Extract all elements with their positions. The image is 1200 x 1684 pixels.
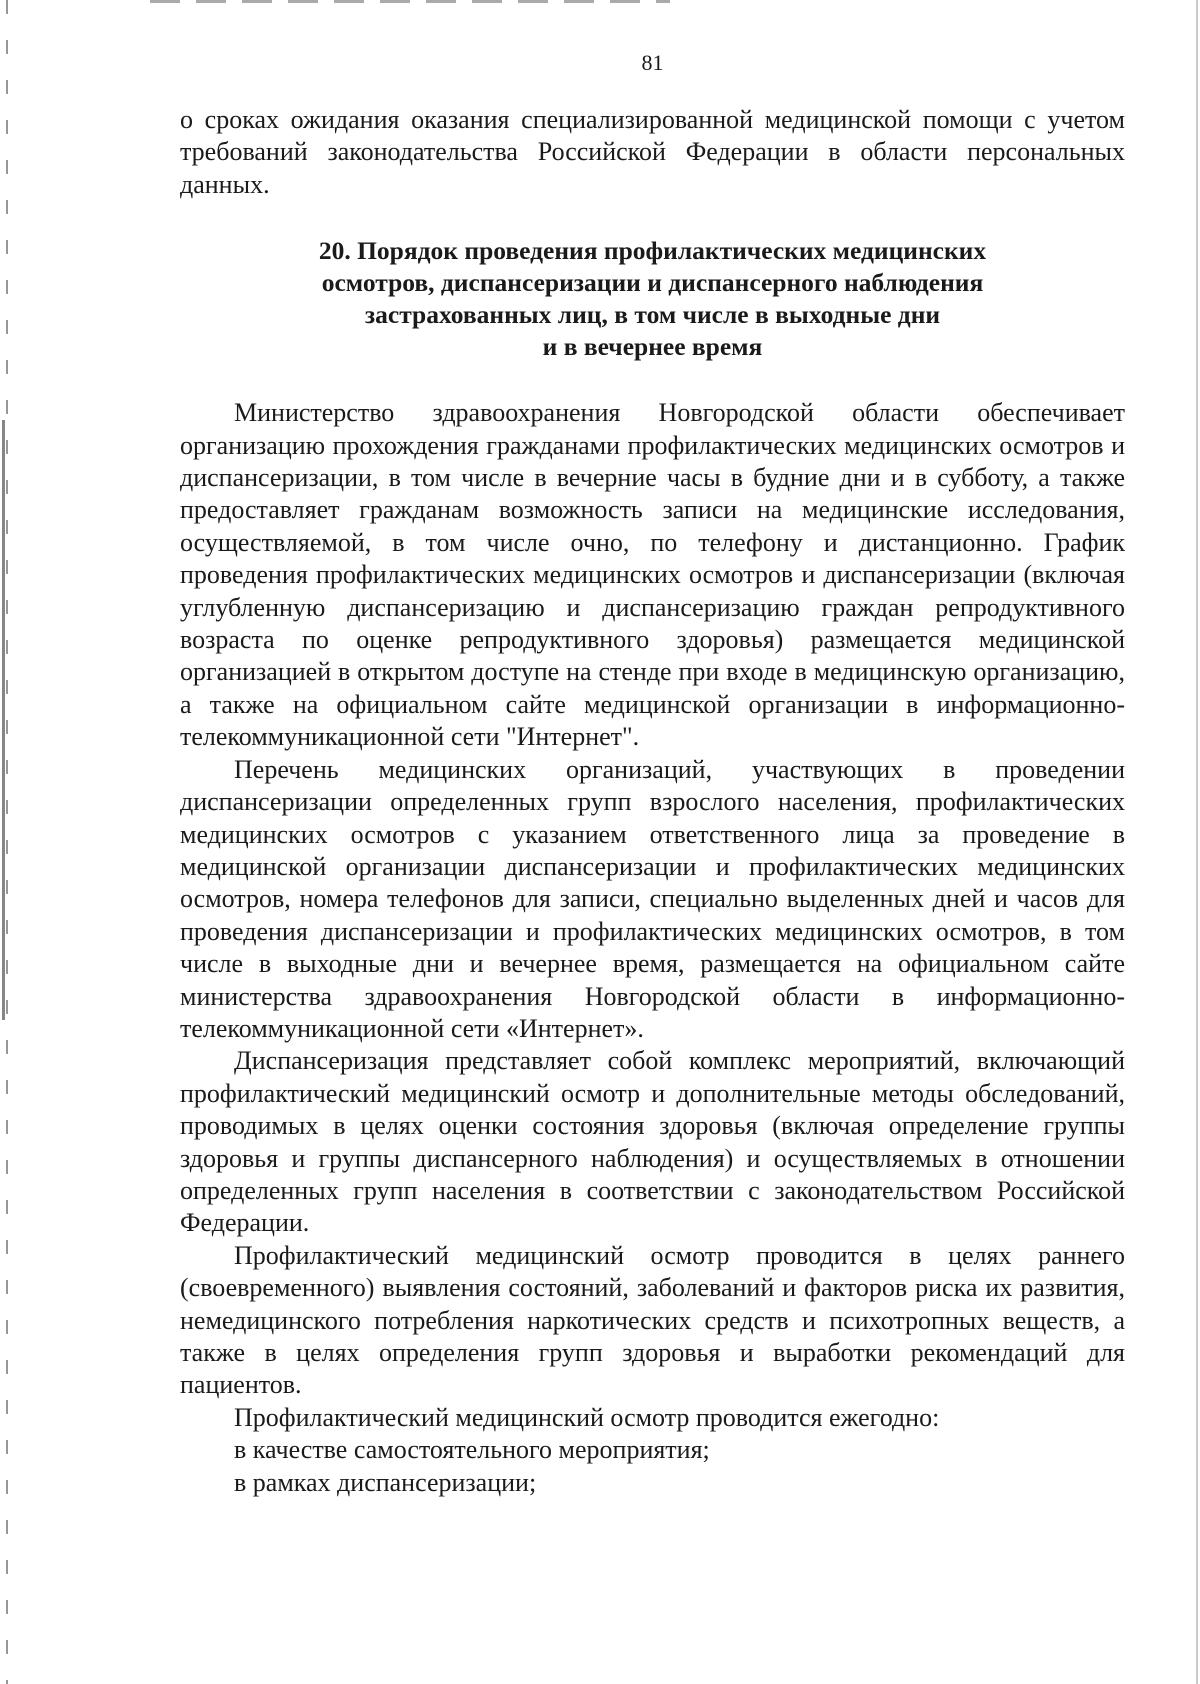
body-paragraph: Перечень медицинских организаций, участвующих в проведении диспансеризации определенных групп взрослого населения, профилактических медицинских осмотров с указанием ответственного лица за проведение в медицинской организации диспансеризации и профилактических медицинских осмотров, номера телефонов для записи, специально выделенных дней и часов для проведения диспансеризации и профилактических медицинских осмотров, в том числе в выходные дни и вечернее время, размещается на официальном сайте министерства здравоохранения Новгородской области в информационно-телекоммуникационной сети «Интернет». bbox=[180, 754, 1125, 1043]
scan-edge-left-mark bbox=[2, 420, 5, 1020]
list-item: в качестве самостоятельного мероприятия; bbox=[234, 1435, 710, 1465]
intro-paragraph: о сроках ожидания оказания специализированной медицинской помощи с учетом требований законодательства Российской Федерации в области персональных данных. bbox=[180, 105, 1125, 199]
body-paragraph: Министерство здравоохранения Новгородской области обеспечивает организацию прохождения гражданами профилактических медицинских осмотров и диспансеризации, в том числе в вечерние часы в будние дни и в субботу, а также предоставляет гражданам возможность записи на медицинские исследования, осуществляемой, в том числе очно, по телефону и дистанционно. График проведения профилактических медицинских осмотров и диспансеризации (включая углубленную диспансеризацию и диспансеризацию граждан репродуктивного возраста по оценке репродуктивного здоровья) размещается медицинской организацией в открытом доступе на стенде при входе в медицинскую организацию, а также на официальном сайте медицинской организации в информационно-телекоммуникационной сети "Интернет". bbox=[180, 398, 1125, 752]
page-number: 81 bbox=[641, 50, 664, 75]
body-paragraph: Профилактический медицинский осмотр проводится ежегодно: bbox=[234, 1402, 940, 1432]
section-heading bbox=[180, 235, 1125, 363]
section-heading-line: осмотров, диспансеризации и диспансерного наблюдения bbox=[321, 268, 984, 298]
scan-edge-top bbox=[150, 0, 670, 3]
section-heading-line: застрахованных лиц, в том числе в выходные дни bbox=[364, 300, 941, 330]
document-page bbox=[180, 50, 1125, 1499]
list-item: в рамках диспансеризации; bbox=[234, 1467, 537, 1497]
scan-edge-left bbox=[6, 0, 8, 1684]
section-heading-line: и в вечернее время bbox=[542, 332, 763, 362]
scan-edge-right bbox=[1196, 0, 1198, 1684]
body-paragraph: Профилактический медицинский осмотр проводится в целях раннего (своевременного) выявления состояний, заболеваний и факторов риска их развития, немедицинского потребления наркотических средств и психотропных веществ, а также в целях определения групп здоровья и выработки рекомендаций для пациентов. bbox=[180, 1240, 1125, 1400]
body-paragraph: Диспансеризация представляет собой комплекс мероприятий, включающий профилактический медицинский осмотр и дополнительные методы обследований, проводимых в целях оценки состояния здоровья (включая определение группы здоровья и группы диспансерного наблюдения) и осуществляемых в отношении определенных групп населения в соответствии с законодательством Российской Федерации. bbox=[180, 1046, 1125, 1238]
section-heading-line: 20. Порядок проведения профилактических медицинских bbox=[318, 236, 987, 266]
